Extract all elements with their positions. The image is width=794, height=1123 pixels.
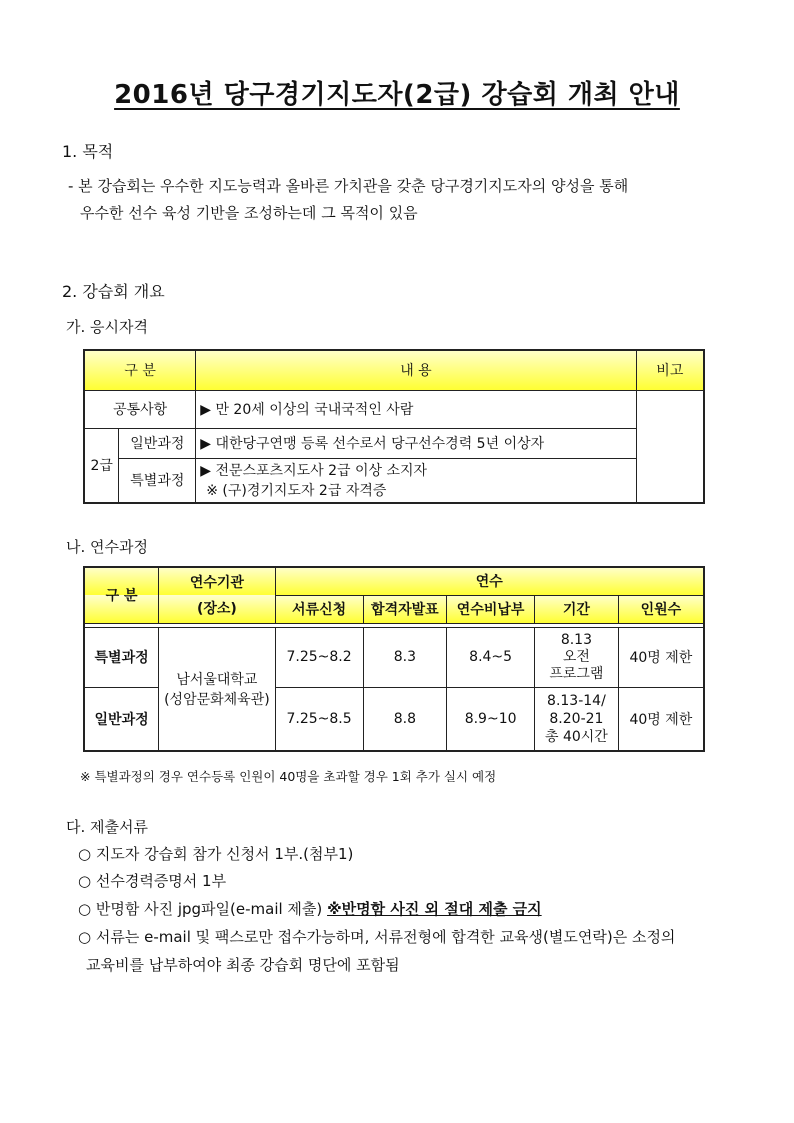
special-count: 40명 제한	[618, 627, 704, 687]
general-period-2: 8.20-21	[549, 710, 604, 727]
col-period: 기간	[535, 595, 619, 623]
row-general-content: ▶ 대한당구연맹 등록 선수로서 당구선수경력 5년 이상자	[196, 428, 636, 458]
general-apply: 7.25~8.5	[275, 687, 363, 751]
subsection-b-heading: 나. 연수과정	[66, 538, 148, 556]
header-note: 비고	[636, 350, 704, 390]
general-announce: 8.8	[363, 687, 447, 751]
special-fee: 8.4~5	[447, 627, 535, 687]
subsection-a-heading: 가. 응시자격	[66, 318, 148, 336]
training-note: ※ 특별과정의 경우 연수등록 인원이 40명을 초과할 경우 1회 추가 실시 예정	[80, 769, 497, 784]
header-content: 내 용	[196, 350, 636, 390]
photo-warning: ※반명함 사진 외 절대 제출 금지	[327, 900, 542, 918]
header-org-2: (장소)	[196, 601, 237, 618]
row-special-content-2: ※ (구)경기지도자 2급 자격증	[206, 483, 387, 500]
section-2-heading: 2. 강습회 개요	[62, 282, 165, 301]
page-title: 2016년 당구경기지도자(2급) 강습회 개최 안내	[114, 80, 680, 110]
row-common-label: 공통사항	[84, 390, 196, 428]
special-announce: 8.3	[363, 627, 447, 687]
header-training: 연수	[275, 567, 704, 595]
training-table	[83, 566, 705, 752]
col-apply: 서류신청	[275, 595, 363, 623]
doc-item-3	[78, 898, 542, 919]
row-special-course: 특별과정	[84, 627, 159, 687]
header-gubun-b: 구 분	[84, 567, 159, 623]
org-name-1: 남서울대학교	[176, 671, 258, 688]
purpose-line-2: 우수한 선수 육성 기반을 조성하는데 그 목적이 있음	[80, 204, 418, 222]
subsection-c-heading: 다. 제출서류	[66, 818, 148, 836]
doc-item-2: ○ 선수경력증명서 1부	[78, 872, 227, 890]
col-fee: 연수비납부	[447, 595, 535, 623]
doc-item-1: ○ 지도자 강습회 참가 신청서 1부.(첨부1)	[78, 845, 354, 863]
general-fee: 8.9~10	[447, 687, 535, 751]
row-common-content: ▶ 만 20세 이상의 국내국적인 사람	[196, 390, 636, 428]
note-cell	[636, 390, 704, 503]
row-general-course: 일반과정	[84, 687, 159, 751]
doc-item-4-line-2: 교육비를 납부하여야 최종 강습회 명단에 포함됨	[86, 956, 400, 974]
row-general-label: 일반과정	[119, 428, 196, 458]
general-period	[535, 687, 619, 751]
grade-cell: 2급	[84, 428, 119, 503]
general-count: 40명 제한	[618, 687, 704, 751]
special-period-3: 프로그램	[549, 665, 604, 682]
header-gubun: 구 분	[84, 350, 196, 390]
eligibility-table	[83, 349, 705, 504]
row-special-content-1: ▶ 전문스포츠지도사 2급 이상 소지자	[200, 463, 428, 480]
org-cell	[159, 627, 275, 751]
org-name-2: (성암문화체육관)	[164, 691, 270, 708]
doc-item-4-line-1: ○ 서류는 e-mail 및 팩스로만 접수가능하며, 서류전형에 합격한 교육생(별도연락)은 소정의	[78, 928, 676, 946]
header-org	[159, 567, 275, 623]
header-org-1: 연수기관	[189, 575, 244, 592]
special-period	[535, 627, 619, 687]
col-announce: 합격자발표	[363, 595, 447, 623]
general-period-3: 총 40시간	[544, 728, 608, 745]
row-special-content	[196, 458, 636, 503]
general-period-1: 8.13-14/	[547, 692, 606, 709]
section-1-heading: 1. 목적	[62, 142, 114, 161]
special-period-1: 8.13	[560, 631, 592, 648]
special-apply: 7.25~8.2	[275, 627, 363, 687]
col-count: 인원수	[618, 595, 704, 623]
doc-item-3-text: ○ 반명함 사진 jpg파일(e-mail 제출)	[78, 900, 323, 918]
row-special-label: 특별과정	[119, 458, 196, 503]
purpose-line-1: - 본 강습회는 우수한 지도능력과 올바른 가치관을 갖춘 당구경기지도자의 양성을 통해	[68, 177, 629, 195]
special-period-2: 오전	[562, 648, 590, 665]
